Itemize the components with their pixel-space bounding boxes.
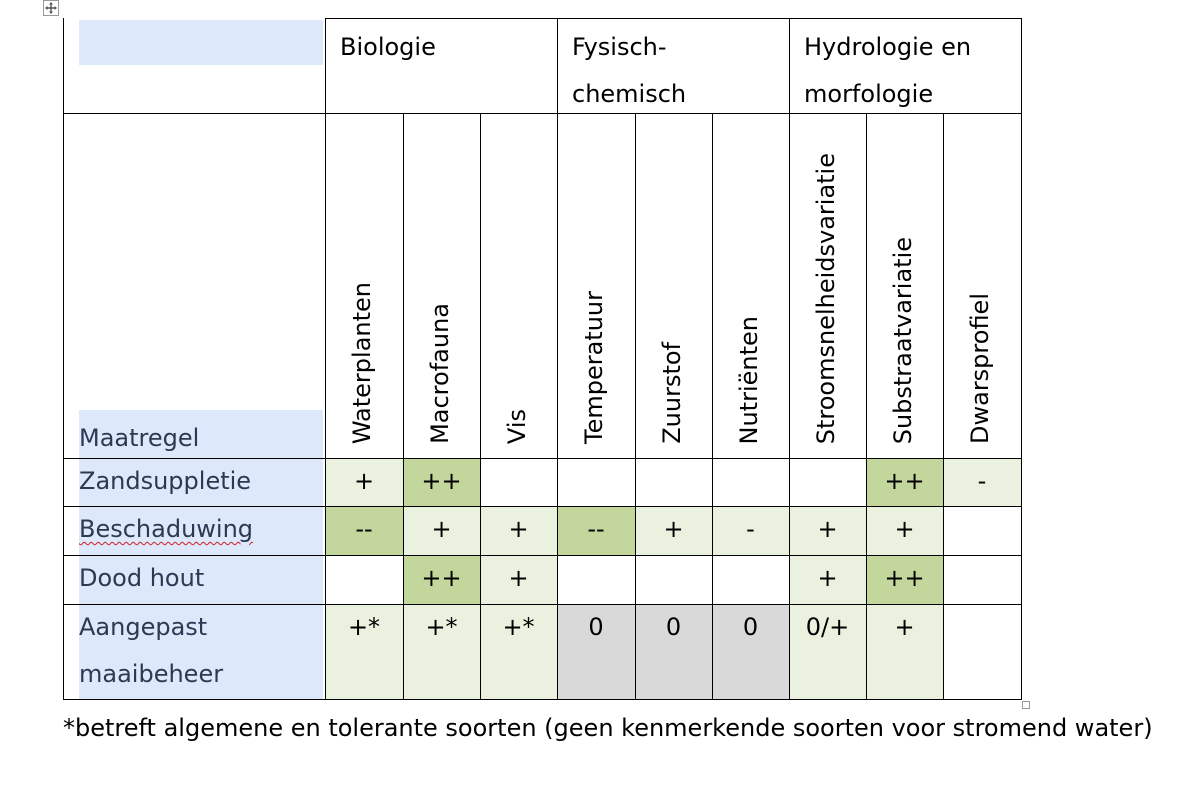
value-cell [944,556,1021,604]
cell-value: + [817,564,838,592]
value-cell [713,556,789,604]
table-rule [943,113,944,700]
column-header-nutriënten: Nutriënten [734,315,763,444]
value-cell [326,556,403,604]
group-header-biologie: Biologie [340,33,436,61]
cell-value: +* [425,613,458,641]
column-header-zuurstof: Zuurstof [657,342,686,444]
column-header-dwarsprofiel: Dwarsprofiel [966,293,994,444]
cell-value: ++ [884,467,925,495]
column-header-substraatvariatie: Substraatvariatie [888,236,917,444]
row-label: Aangepast maaibeheer [79,613,224,688]
row-label: Beschaduwing [79,515,254,543]
cell-value: +* [502,613,535,641]
cell-value: - [977,467,987,495]
cell-value: + [508,515,529,543]
column-header-waterplanten: Waterplanten [348,281,376,444]
cell-value: 0 [588,613,604,641]
cell-value: - [746,515,755,543]
table-rule [480,113,481,700]
table-rule [63,604,1022,605]
table-rule [63,18,64,700]
cell-value: +* [347,613,381,641]
table-move-handle[interactable] [43,0,59,16]
cell-value: + [663,515,684,543]
value-cell [636,459,712,506]
move-arrows-icon [45,2,57,14]
row-label: Zandsuppletie [79,467,252,495]
column-header-stroomsnelheidsvariatie: Stroomsnelheidsvariatie [811,152,840,444]
cell-value: + [431,515,452,543]
row-label: Dood hout [79,564,205,592]
column-header-vis: Vis [502,408,531,444]
table-rule [1021,18,1022,700]
value-cell [558,556,635,604]
footnote: *betreft algemene en tolerante soorten (geen kenmerkende soorten voor stromend water) [63,714,1153,742]
header-corner-shade [79,20,323,65]
table-rule [557,18,558,700]
value-cell [558,459,635,506]
cell-value: -- [587,515,605,543]
cell-value: 0 [665,613,682,641]
cell-value: + [817,515,838,543]
table-rule [325,18,1022,19]
table-rule [712,113,713,700]
table-rule [635,113,636,700]
cell-value: 0/+ [805,613,850,641]
table-rule [63,458,1022,459]
cell-value: ++ [421,467,462,495]
cell-value: 0 [742,613,759,641]
table-rule [403,113,404,700]
value-cell [481,459,557,506]
value-cell [790,459,866,506]
table-rule [63,555,1022,556]
cell-value: ++ [421,564,462,592]
cell-value: + [353,467,375,495]
cell-value: + [894,613,915,641]
cell-value: ++ [884,564,925,592]
group-header-fysisch: Fysisch- chemisch [572,33,687,108]
value-cell [944,605,1021,699]
table-rule [63,506,1022,507]
value-cell [713,459,789,506]
group-header-hydrologie: Hydrologie en morfologie [804,33,972,108]
cell-value: -- [355,515,373,543]
table-rule [789,18,790,700]
table-rule [63,113,1022,114]
table-rule [63,699,1022,700]
measures-table [63,18,1021,699]
value-cell [944,507,1021,555]
value-cell [636,556,712,604]
column-header-temperatuur: Temperatuur [580,291,608,444]
cell-value: + [894,515,915,543]
cell-value: + [508,564,529,592]
table-rule [325,18,326,700]
column-header-macrofauna: Macrofauna [425,303,454,444]
row-header-label: Maatregel [79,424,200,452]
table-rule [866,113,867,700]
